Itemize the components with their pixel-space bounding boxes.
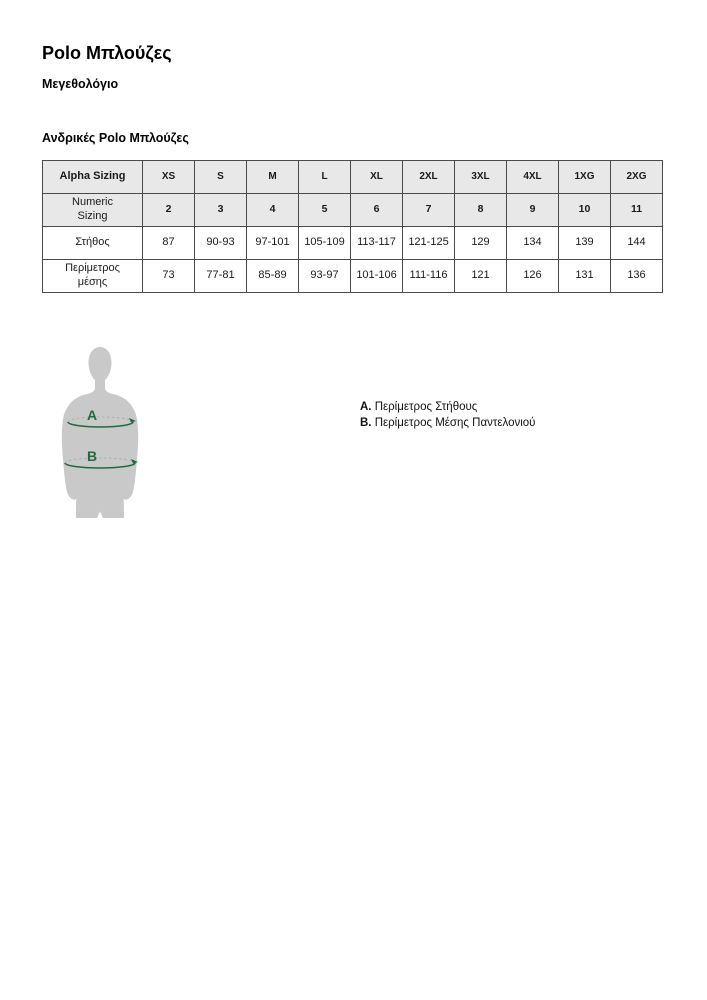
measurement-cell: 131 xyxy=(559,260,611,293)
measurement-cell: 136 xyxy=(611,260,663,293)
legend-key-a: Α. xyxy=(360,401,372,413)
chest-line-label: A xyxy=(86,407,98,423)
body-silhouette xyxy=(62,347,139,518)
size-cell: M xyxy=(247,161,299,194)
size-cell: 2XL xyxy=(403,161,455,194)
size-cell: 3XL xyxy=(455,161,507,194)
size-cell: L xyxy=(299,161,351,194)
legend-text-b: Περίμετρος Μέσης Παντελονιού xyxy=(374,417,536,429)
numeric-cell: 8 xyxy=(455,194,507,227)
measurement-cell: 101-106 xyxy=(351,260,403,293)
numeric-sizing-row xyxy=(43,194,663,227)
waist-line-label: B xyxy=(86,448,98,464)
numeric-cell: 6 xyxy=(351,194,403,227)
size-cell: 1XG xyxy=(559,161,611,194)
numeric-cell: 11 xyxy=(611,194,663,227)
section-heading: Ανδρικές Polo Μπλούζες xyxy=(42,131,189,145)
legend-item-waist xyxy=(360,415,535,431)
numeric-cell: 3 xyxy=(195,194,247,227)
size-cell: XS xyxy=(143,161,195,194)
size-cell: 2XG xyxy=(611,161,663,194)
body-measurement-figure xyxy=(60,344,142,518)
measurement-cell: 129 xyxy=(455,227,507,260)
legend-text-a: Περίμετρος Στήθους xyxy=(374,401,478,413)
legend-key-b: Β. xyxy=(360,417,372,429)
page-subtitle: Μεγεθολόγιο xyxy=(42,77,119,91)
measurement-cell: 144 xyxy=(611,227,663,260)
measurement-cell: 121 xyxy=(455,260,507,293)
waist-measurement-row xyxy=(43,260,663,293)
measurement-cell: 87 xyxy=(143,227,195,260)
page-title: Polo Μπλούζες xyxy=(42,43,172,63)
size-cell: 4XL xyxy=(507,161,559,194)
chest-measurement-row xyxy=(43,227,663,260)
numeric-cell: 7 xyxy=(403,194,455,227)
numeric-cell: 4 xyxy=(247,194,299,227)
body-silhouette-graphic xyxy=(60,344,142,518)
chest-row-label: Στήθος xyxy=(43,227,143,260)
measurement-cell: 77-81 xyxy=(195,260,247,293)
measurement-cell: 93-97 xyxy=(299,260,351,293)
measurement-cell: 126 xyxy=(507,260,559,293)
size-cell: S xyxy=(195,161,247,194)
alpha-sizing-label: Alpha Sizing xyxy=(43,161,143,194)
measurement-cell: 105-109 xyxy=(299,227,351,260)
measurement-cell: 85-89 xyxy=(247,260,299,293)
measurement-cell: 134 xyxy=(507,227,559,260)
measurement-cell: 113-117 xyxy=(351,227,403,260)
legend-item-chest xyxy=(360,399,535,415)
waist-row-label: Περίμετρος μέσης xyxy=(43,260,143,293)
measurement-cell: 97-101 xyxy=(247,227,299,260)
measurement-cell: 73 xyxy=(143,260,195,293)
size-cell: XL xyxy=(351,161,403,194)
measurement-legend xyxy=(360,399,535,431)
numeric-cell: 9 xyxy=(507,194,559,227)
measurement-cell: 139 xyxy=(559,227,611,260)
measurement-cell: 111-116 xyxy=(403,260,455,293)
numeric-cell: 2 xyxy=(143,194,195,227)
size-table xyxy=(42,160,663,293)
numeric-cell: 5 xyxy=(299,194,351,227)
measurement-cell: 90-93 xyxy=(195,227,247,260)
measurement-cell: 121-125 xyxy=(403,227,455,260)
numeric-sizing-label: Numeric Sizing xyxy=(43,194,143,227)
alpha-sizing-row xyxy=(43,161,663,194)
numeric-cell: 10 xyxy=(559,194,611,227)
